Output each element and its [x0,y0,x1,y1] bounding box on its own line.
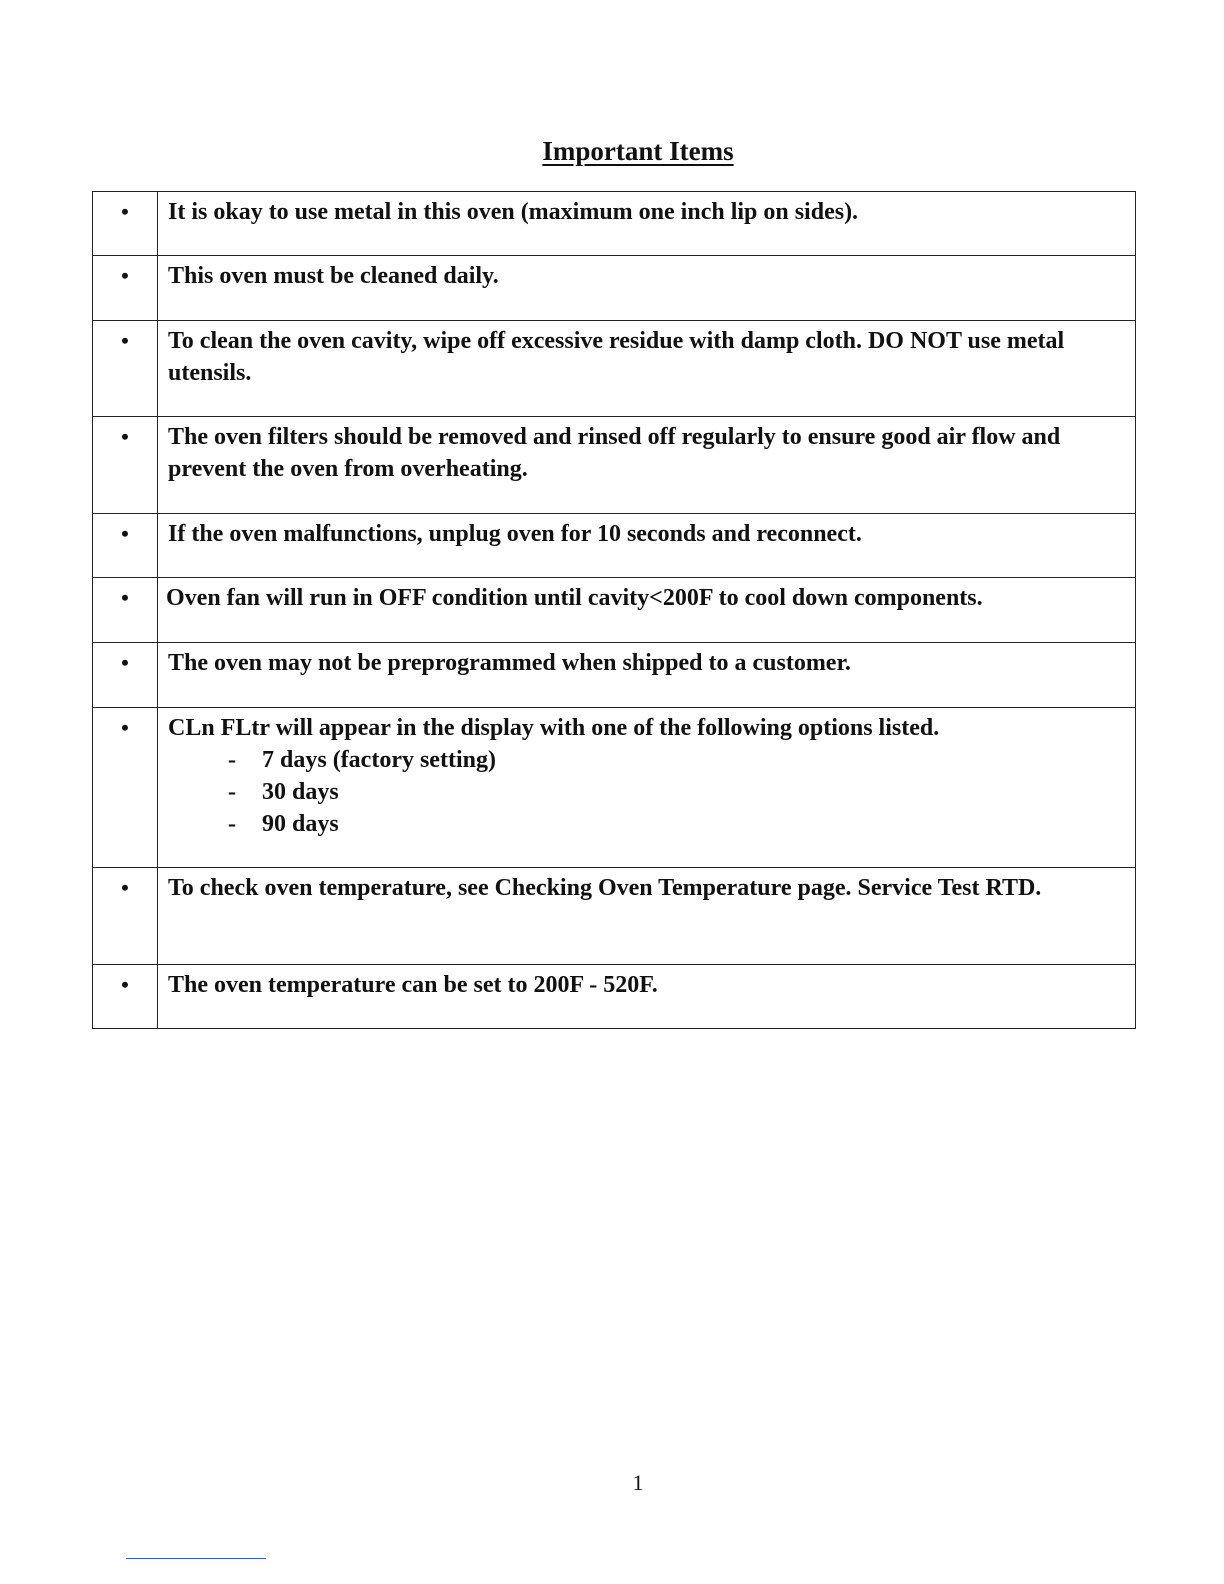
bullet-icon: • [121,650,129,675]
bullet-cell [93,321,158,417]
bullet-cell [93,192,158,256]
bullet-cell [93,578,158,643]
item-text: To clean the oven cavity, wipe off excessive residue with damp cloth. DO NOT use metal utensils. [158,321,1136,417]
bullet-icon: • [121,263,129,288]
page-title: Important Items [542,136,734,166]
item-text: The oven filters should be removed and rinsed off regularly to ensure good air flow and prevent the oven from overheating. [158,417,1136,514]
bullet-cell [93,868,158,965]
item-text: To check oven temperature, see Checking Oven Temperature page. Service Test RTD. [158,868,1136,965]
item-text: The oven temperature can be set to 200F - 520F. [158,965,1136,1029]
dash-icon: - [228,811,236,837]
list-item [228,776,1125,808]
item-cell-with-options [158,708,1136,868]
bullet-icon: • [121,424,129,449]
options-list [168,744,1125,840]
item-text: Oven fan will run in OFF condition until cavity<200F to cool down components. [158,578,1136,643]
table-row [93,321,1136,417]
option-label: 7 days (factory setting) [262,747,496,773]
table-row [93,192,1136,256]
table-row [93,514,1136,578]
item-text: If the oven malfunctions, unplug oven for 10 seconds and reconnect. [158,514,1136,578]
bullet-cell [93,708,158,868]
table-row [93,965,1136,1029]
table-row [93,417,1136,514]
dash-icon: - [228,779,236,805]
bullet-cell [93,514,158,578]
bullet-cell [93,417,158,514]
bullet-cell [93,256,158,321]
item-text: CLn FLtr will appear in the display with one of the following options listed. [168,715,940,741]
table-row [93,868,1136,965]
important-items-table [92,191,1136,1029]
table-row [93,643,1136,708]
table-row [93,708,1136,868]
bullet-cell [93,643,158,708]
bullet-cell [93,965,158,1029]
list-item [228,808,1125,840]
page-number: 1 [632,1470,644,1495]
option-label: 90 days [262,811,339,837]
bullet-icon: • [121,875,129,900]
item-text: It is okay to use metal in this oven (maximum one inch lip on sides). [158,192,1136,256]
bullet-icon: • [121,585,129,610]
table-row [93,578,1136,643]
bullet-icon: • [121,521,129,546]
footer-divider [126,1558,266,1559]
list-item [228,744,1125,776]
bullet-icon: • [121,328,129,353]
bullet-icon: • [121,972,129,997]
dash-icon: - [228,747,236,773]
item-text: The oven may not be preprogrammed when shipped to a customer. [158,643,1136,708]
table-row [93,256,1136,321]
item-text: This oven must be cleaned daily. [158,256,1136,321]
bullet-icon: • [121,715,129,740]
option-label: 30 days [262,779,339,805]
bullet-icon: • [121,199,129,224]
